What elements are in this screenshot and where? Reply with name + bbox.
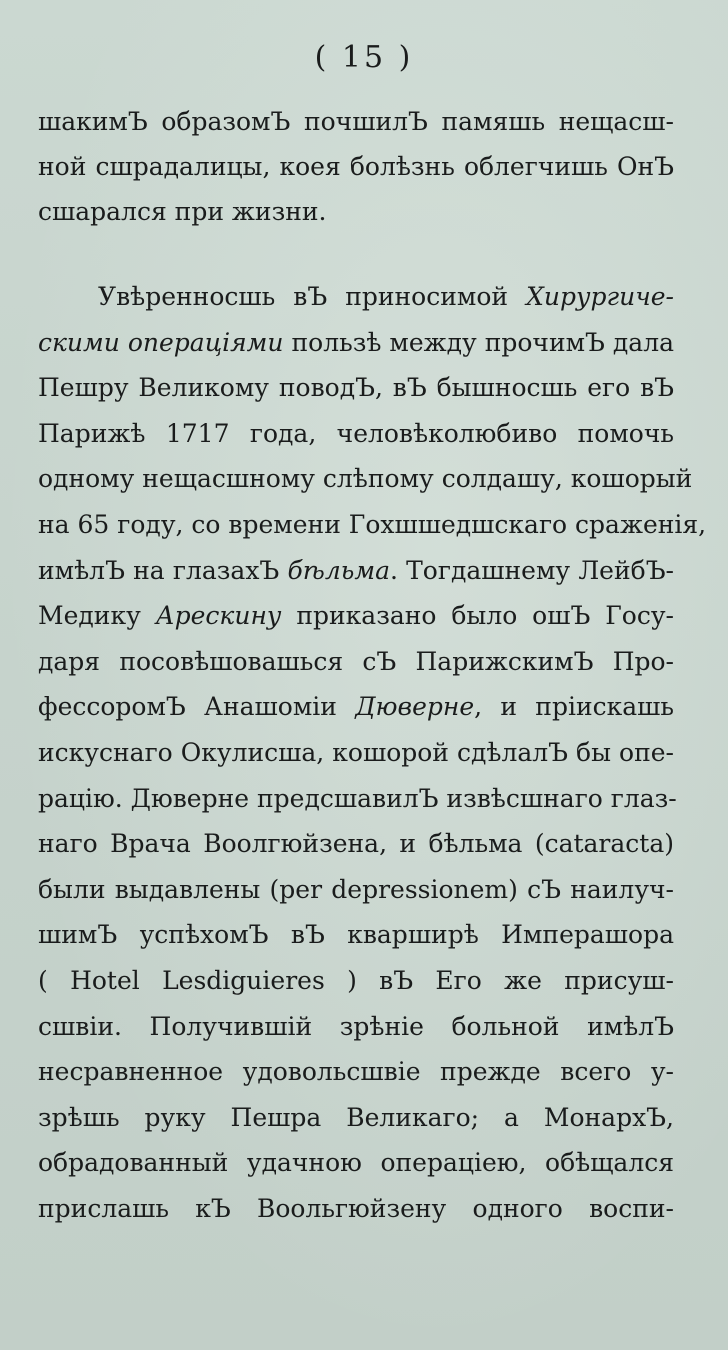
text-line	[98, 277, 674, 317]
italic-term: Хирургиче-	[526, 282, 674, 311]
page-number: ( 15 )	[314, 40, 414, 75]
text-line	[38, 779, 677, 819]
text-run: имѣлЪ на глазахЪ	[38, 556, 288, 585]
text-run: наго Врача Воолгюйзена, и бѣльма (cataracta)	[38, 829, 674, 858]
text-line	[38, 687, 674, 727]
text-line	[38, 733, 674, 773]
text-line	[38, 1189, 674, 1229]
text-run: несравненное удовольсшвіе прежде всего у-	[38, 1057, 674, 1086]
text-line	[38, 642, 674, 682]
text-line: ной сшрадалицы, коея болѣзнь облегчишь ОнЪ	[38, 152, 674, 181]
text-run: . Тогдашнему ЛейбЪ-	[389, 556, 674, 585]
text-line	[38, 915, 674, 955]
text-line	[38, 961, 674, 1001]
text-line	[38, 551, 674, 591]
text-line	[38, 368, 674, 408]
text-run: шимЪ успѣхомЪ вЪ кварширѣ Имперашора	[38, 920, 674, 949]
text-line	[38, 1007, 674, 1047]
text-run: Увѣренносшь вЪ приносимой	[98, 282, 527, 311]
italic-term: Арескину	[155, 601, 282, 630]
text-line	[38, 824, 674, 864]
text-run: Пешру Великому поводЪ, вЪ бышносшь его вЪ	[38, 373, 674, 402]
text-line	[38, 1098, 674, 1138]
text-line	[38, 1052, 674, 1092]
text-run: ( Hotel Lesdiguieres ) вЪ Его же присуш-	[38, 966, 674, 995]
text-line: шакимЪ образомЪ почшилЪ памяшь нещасш-	[38, 107, 674, 136]
text-run: сшвіи. Получившій зрѣніе больной имѣлЪ	[38, 1012, 674, 1041]
text-run: прислашь кЪ Воольгюйзену одного воспи-	[38, 1194, 674, 1223]
text-run: пользѣ между прочимЪ дала	[283, 328, 674, 357]
text-run: одному нещасшному слѣпому солдашу, кошорый	[38, 464, 693, 493]
text-run: Медику	[38, 601, 156, 630]
text-run: были выдавлены (per depressionem) сЪ наилуч-	[38, 875, 674, 904]
text-line	[38, 459, 693, 499]
text-line: сшарался при жизни.	[38, 197, 327, 226]
text-run: приказано было ошЪ Госу-	[281, 601, 674, 630]
text-line	[38, 1143, 674, 1183]
text-line	[38, 414, 674, 454]
text-run: фессоромЪ Анашоміи	[38, 692, 356, 721]
text-run: искуснаго Окулисша, кошорой сдѣлалЪ бы опе-	[38, 738, 674, 767]
text-run: зрѣшь руку Пешра Великаго; а МонархЪ,	[38, 1103, 674, 1132]
text-line	[38, 505, 707, 545]
text-run: на 65 году, со времени Гохшшедшскаго сраженія,	[38, 510, 707, 539]
text-run: , и пріискашь	[474, 692, 674, 721]
italic-term: бѣльма	[287, 556, 390, 585]
text-run: обрадованный удачною операціею, обѣщался	[38, 1148, 674, 1177]
text-line	[38, 323, 674, 363]
text-line	[38, 596, 674, 636]
text-line	[38, 870, 674, 910]
italic-term: Дюверне	[355, 692, 475, 721]
text-run: даря посовѣшовашься сЪ ПарижскимЪ Про-	[38, 647, 674, 676]
text-run: Парижѣ 1717 года, человѣколюбиво помочь	[38, 419, 674, 448]
italic-term: скими операціями	[38, 328, 284, 357]
text-run: рацію. Дюверне предсшавилЪ извѣсшнаго глаз-	[38, 784, 677, 813]
